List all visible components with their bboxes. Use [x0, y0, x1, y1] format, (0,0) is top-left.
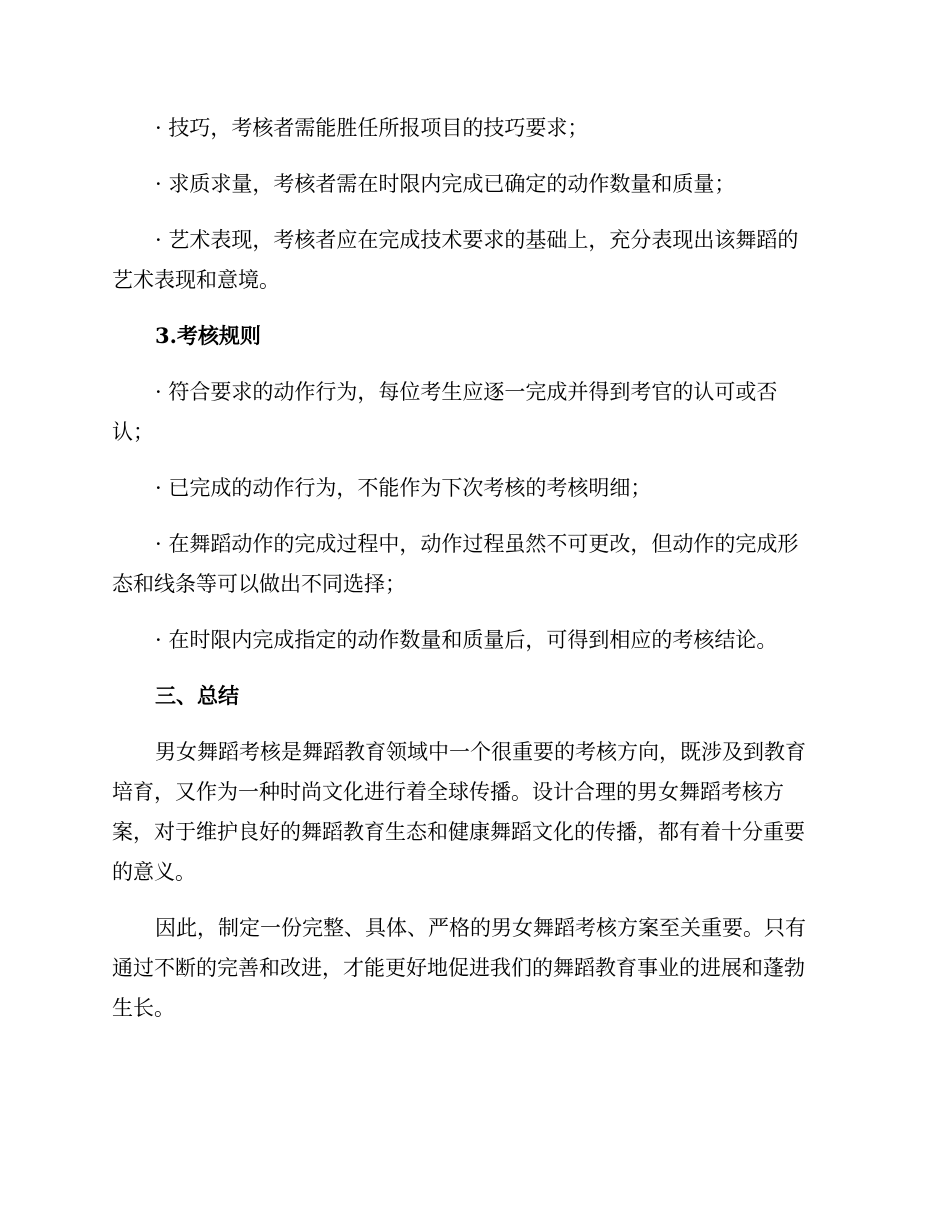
rule-item-1-line1: · 符合要求的动作行为，每位考生应逐一完成并得到考官的认可或否 [155, 380, 778, 404]
rules-heading: 3.考核规则 [155, 323, 261, 348]
summary-heading: 三、总结 [155, 683, 239, 708]
rule-item-3-line2: 态和线条等可以做出不同选择； [112, 572, 406, 596]
rule-item-3-line1: · 在舞蹈动作的完成过程中，动作过程虽然不可更改，但动作的完成形 [155, 532, 799, 556]
rule-item-2: · 已完成的动作行为，不能作为下次考核的考核明细； [155, 476, 652, 500]
summary-paragraph-1-line3: 案，对于维护良好的舞蹈教育生态和健康舞蹈文化的传播，都有着十分重要 [112, 820, 805, 844]
summary-paragraph-1-line1: 男女舞蹈考核是舞蹈教育领域中一个很重要的考核方向，既涉及到教育 [155, 740, 806, 764]
rule-item-4: · 在时限内完成指定的动作数量和质量后，可得到相应的考核结论。 [155, 628, 778, 652]
summary-paragraph-2-line2: 通过不断的完善和改进，才能更好地促进我们的舞蹈教育事业的进展和蓬勃 [112, 956, 805, 980]
summary-paragraph-1-line2: 培育，又作为一种时尚文化进行着全球传播。设计合理的男女舞蹈考核方 [112, 780, 784, 804]
quantity-quality-item: · 求质求量，考核者需在时限内完成已确定的动作数量和质量； [155, 172, 736, 196]
artistic-expression-item-line1: · 艺术表现，考核者应在完成技术要求的基础上，充分表现出该舞蹈的 [155, 228, 799, 252]
summary-paragraph-2-line3: 生长。 [112, 996, 175, 1020]
summary-paragraph-2-line1: 因此，制定一份完整、具体、严格的男女舞蹈考核方案至关重要。只有 [155, 916, 806, 940]
artistic-expression-item-line2: 艺术表现和意境。 [112, 268, 280, 292]
skill-requirement-item: · 技巧，考核者需能胜任所报项目的技巧要求； [155, 116, 589, 140]
summary-paragraph-1-line4: 的意义。 [112, 860, 196, 884]
rule-item-1-line2: 认； [112, 420, 154, 444]
